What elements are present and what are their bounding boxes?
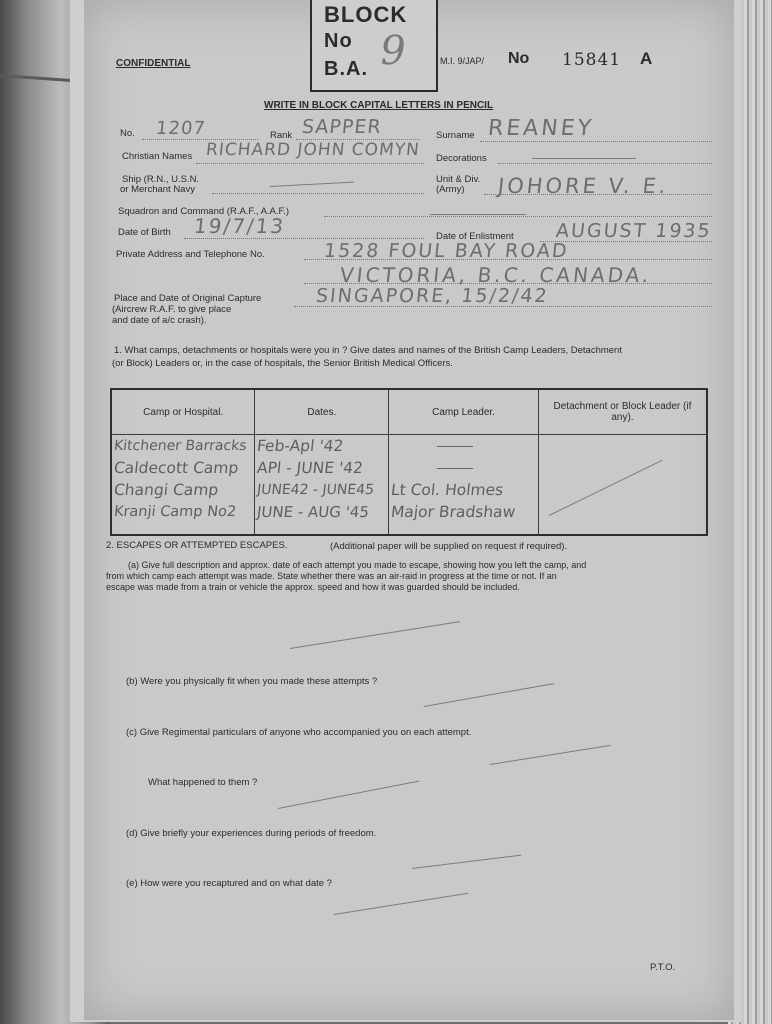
question2c: (c) Give Regimental particulars of anyone who accompanied you on each attempt. [126, 727, 472, 738]
question1-line2: (or Block) Leaders or, in the case of hospitals, the Senior British Medical Officers. [112, 358, 453, 369]
block-capitals-instruction: WRITE IN BLOCK CAPITAL LETTERS IN PENCIL [264, 100, 494, 111]
camp-entry-1: Kitchener Barracks [113, 438, 248, 454]
unit-label-line1: Unit & Div. [436, 174, 481, 185]
dob-value: 19/7/13 [192, 214, 287, 238]
christian-names-value: RICHARD JOHN COMYN [204, 140, 421, 160]
unit-label-line2: (Army) [436, 184, 465, 195]
rank-label: Rank [270, 130, 293, 141]
no-label: No. [120, 128, 135, 139]
camp-entry-3: Changi Camp [113, 481, 220, 499]
dob-label: Date of Birth [118, 227, 171, 238]
capture-value: SINGAPORE, 15/2/42 [314, 285, 550, 307]
no-value: 1207 [154, 118, 207, 139]
address-label: Private Address and Telephone No. [116, 249, 265, 260]
question2a-line2: from which camp each attempt was made. State whether there was an air-raid in progress at the time or not. If an [106, 571, 557, 581]
dates-entry-2: APl - JUNE '42 [256, 459, 365, 477]
detachment-column [538, 435, 707, 536]
squadron-label: Squadron and Command (R.A.F., A.A.F.) [118, 206, 290, 217]
question2-title: 2. ESCAPES OR ATTEMPTED ESCAPES. [106, 540, 288, 551]
serial-no-label: No [508, 50, 530, 67]
mi-reference: M.I. 9/JAP/ [440, 56, 485, 66]
header-dates: Dates. [255, 389, 389, 435]
header-camp-or-hospital: Camp or Hospital. [111, 389, 255, 435]
rank-value: SAPPER [300, 116, 383, 138]
capture-label-line3: and date of a/c crash). [112, 315, 207, 326]
camp-entry-4: Kranji Camp No2 [113, 504, 237, 520]
question2b: (b) Were you physically fit when you made these attempts ? [126, 676, 378, 687]
surname-value: REANEY [486, 116, 596, 141]
question1-line1: 1. What camps, detachments or hospitals were you in ? Give dates and names of the British Camp Leaders, Detachment [114, 345, 622, 356]
leader-dash-2 [389, 457, 538, 479]
confidential-stamp: CONFIDENTIAL [116, 58, 191, 69]
enlistment-label: Date of Enlistment [436, 231, 514, 242]
pto-label: P.T.O. [650, 962, 676, 973]
camp-entry-2: Caldecott Camp [113, 459, 240, 477]
leader-column [389, 435, 539, 536]
dates-entry-3: JUNE42 - JUNE45 [256, 482, 376, 498]
question2c-followup: What happened to them ? [148, 777, 258, 788]
block-no-word: No [324, 30, 353, 52]
enlistment-value: AUGUST 1935 [554, 220, 713, 242]
camp-column [111, 435, 255, 536]
serial-number: 15841 [562, 50, 622, 70]
leader-dash-1 [389, 435, 538, 457]
serial-suffix: A [640, 49, 653, 68]
address-value-line1: 1528 FOUL BAY ROAD [322, 240, 570, 262]
question2a-line1: (a) Give full description and approx. date of each attempt you made to escape, showing how you left the camp, and [128, 560, 587, 570]
question2-note: (Additional paper will be supplied on request if required). [330, 541, 568, 552]
block-number: 9 [375, 28, 410, 74]
header-camp-leader: Camp Leader. [389, 389, 539, 435]
leader-entry-4: Major Bradshaw [390, 503, 517, 521]
address-value-line2: VICTORIA, B.C. CANADA. [338, 263, 653, 287]
block-box [310, 0, 438, 92]
ship-label-line2: or Merchant Navy [120, 184, 195, 195]
decorations-label: Decorations [436, 153, 487, 164]
camp-table [110, 388, 708, 536]
question2d: (d) Give briefly your experiences during periods of freedom. [126, 828, 377, 839]
christian-names-label: Christian Names [122, 151, 193, 162]
block-word: BLOCK [324, 2, 408, 27]
capture-label-line2: (Aircrew R.A.F. to give place [112, 304, 232, 315]
leader-entry-3: Lt Col. Holmes [390, 481, 505, 499]
dates-entry-1: Feb-Apl '42 [256, 437, 345, 455]
unit-value: JOHORE V. E. [496, 174, 670, 198]
surname-label: Surname [436, 130, 475, 141]
question2e: (e) How were you recaptured and on what date ? [126, 878, 332, 889]
ba-word: B.A. [324, 58, 368, 80]
dates-column [255, 435, 389, 536]
header-detachment-leader: Detachment or Block Leader (if any). [538, 389, 707, 435]
dates-entry-4: JUNE - AUG '45 [256, 503, 371, 521]
capture-label-line1: Place and Date of Original Capture [114, 293, 262, 304]
ship-label-line1: Ship (R.N., U.S.N. [122, 174, 200, 185]
question2a-line3: escape was made from a train or vehicle the approx. speed and how it was guarded should be included. [106, 582, 520, 592]
form-page [84, 0, 734, 1020]
